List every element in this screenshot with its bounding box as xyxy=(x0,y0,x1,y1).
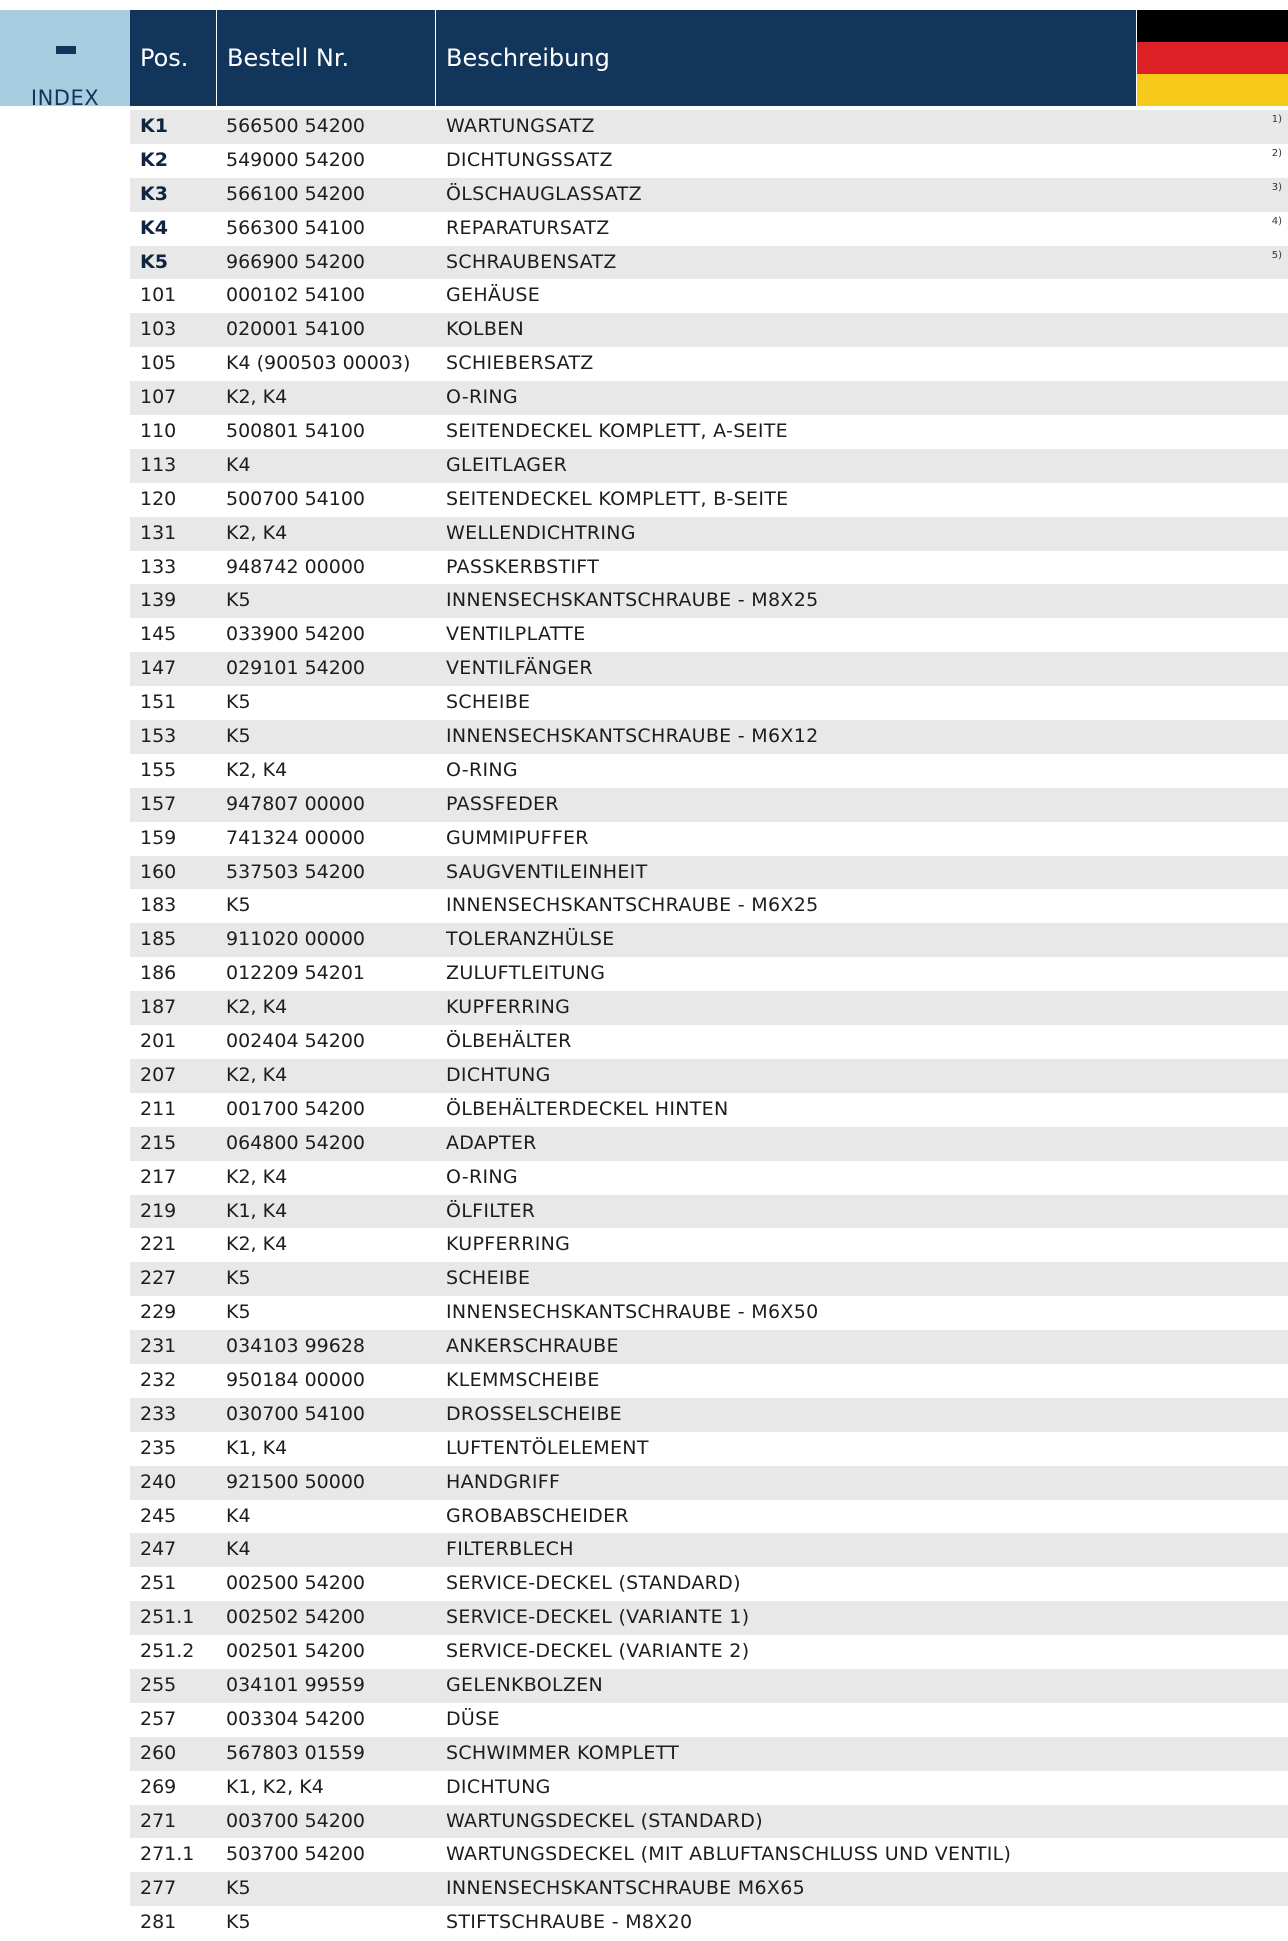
cell-pos: K1 xyxy=(140,115,168,137)
cell-beschreibung: GELENKBOLZEN xyxy=(446,1673,604,1696)
cell-pos: 151 xyxy=(140,691,177,714)
table-row xyxy=(130,1533,1288,1567)
cell-pos: 183 xyxy=(140,894,177,917)
table-row xyxy=(130,822,1288,856)
cell-bestell-nr: K1, K2, K4 xyxy=(226,1775,324,1798)
cell-bestell-nr: K2, K4 xyxy=(226,996,288,1019)
index-label: INDEX xyxy=(30,86,100,110)
cell-pos: 110 xyxy=(140,420,177,443)
header-pos: Pos. xyxy=(140,44,189,72)
cell-bestell-nr: 948742 00000 xyxy=(226,555,366,578)
table-row xyxy=(130,1398,1288,1432)
table-row xyxy=(130,991,1288,1025)
cell-pos: 147 xyxy=(140,657,177,680)
cell-bestell-nr: K2, K4 xyxy=(226,386,288,409)
table-row xyxy=(130,415,1288,449)
table-row xyxy=(130,584,1288,618)
cell-pos: 155 xyxy=(140,758,177,781)
cell-beschreibung: SERVICE-DECKEL (STANDARD) xyxy=(446,1572,741,1595)
table-row xyxy=(130,144,1288,178)
table-row xyxy=(130,856,1288,890)
table-row xyxy=(130,1466,1288,1500)
cell-pos: 113 xyxy=(140,453,177,476)
cell-beschreibung: ÖLBEHÄLTERDECKEL HINTEN xyxy=(446,1097,729,1120)
table-row xyxy=(130,1127,1288,1161)
table-row xyxy=(130,110,1288,144)
table-row xyxy=(130,1025,1288,1059)
index-button[interactable] xyxy=(0,10,130,110)
cell-bestell-nr: K4 (900503 00003) xyxy=(226,352,411,375)
cell-pos: 251.1 xyxy=(140,1606,195,1629)
cell-beschreibung: REPARATURSATZ xyxy=(446,216,610,239)
cell-pos: 251 xyxy=(140,1572,177,1595)
cell-bestell-nr: K2, K4 xyxy=(226,1233,288,1256)
cell-beschreibung: O-RING xyxy=(446,1165,518,1188)
cell-bestell-nr: 012209 54201 xyxy=(226,962,366,985)
cell-beschreibung: DICHTUNG xyxy=(446,1775,551,1798)
cell-bestell-nr: 549000 54200 xyxy=(226,148,366,171)
cell-beschreibung: KLEMMSCHEIBE xyxy=(446,1368,600,1391)
table-row xyxy=(130,1601,1288,1635)
cell-bestell-nr: K2, K4 xyxy=(226,1165,288,1188)
cell-bestell-nr: K4 xyxy=(226,453,251,476)
cell-pos: 229 xyxy=(140,1301,177,1324)
cell-pos: 159 xyxy=(140,826,177,849)
cell-bestell-nr: 002502 54200 xyxy=(226,1606,366,1629)
table-row xyxy=(130,1330,1288,1364)
cell-bestell-nr: K2, K4 xyxy=(226,1063,288,1086)
cell-pos: 133 xyxy=(140,555,177,578)
parts-table xyxy=(130,110,1288,1940)
cell-beschreibung: INNENSECHSKANTSCHRAUBE - M8X25 xyxy=(446,589,819,612)
header-beschreibung: Beschreibung xyxy=(435,10,1136,106)
cell-bestell-nr: 029101 54200 xyxy=(226,657,366,680)
cell-bestell-nr: 002404 54200 xyxy=(226,1030,366,1053)
table-row xyxy=(130,686,1288,720)
cell-beschreibung: SCHIEBERSATZ xyxy=(446,352,594,375)
table-row xyxy=(130,1432,1288,1466)
cell-beschreibung: WELLENDICHTRING xyxy=(446,521,636,544)
cell-beschreibung: VENTILFÄNGER xyxy=(446,657,593,680)
table-row xyxy=(130,1737,1288,1771)
cell-pos: 257 xyxy=(140,1707,177,1730)
cell-pos: 101 xyxy=(140,284,177,307)
cell-bestell-nr: K2, K4 xyxy=(226,758,288,781)
table-row xyxy=(130,246,1288,280)
cell-bestell-nr: 033900 54200 xyxy=(226,623,366,646)
footnote-marker: 1) xyxy=(1271,114,1282,125)
cell-pos: 131 xyxy=(140,521,177,544)
footnote-marker: 4) xyxy=(1271,215,1282,227)
cell-pos: 251.2 xyxy=(140,1640,195,1663)
cell-bestell-nr: 034103 99628 xyxy=(226,1335,366,1358)
cell-pos: 139 xyxy=(140,589,177,612)
cell-bestell-nr: 566300 54100 xyxy=(226,216,366,239)
cell-pos: 219 xyxy=(140,1199,177,1222)
cell-bestell-nr: K5 xyxy=(226,589,251,612)
table-row xyxy=(130,1567,1288,1601)
cell-beschreibung: ADAPTER xyxy=(446,1131,537,1154)
cell-pos: 247 xyxy=(140,1538,177,1561)
footnote-marker: 5) xyxy=(1271,249,1282,261)
cell-beschreibung: SERVICE-DECKEL (VARIANTE 1) xyxy=(446,1606,750,1629)
cell-beschreibung: ÖLFILTER xyxy=(446,1199,536,1222)
cell-beschreibung: WARTUNGSDECKEL (MIT ABLUFTANSCHLUSS UND VENTIL) xyxy=(446,1843,1012,1866)
cell-pos: 221 xyxy=(140,1233,177,1256)
cell-pos: 160 xyxy=(140,860,177,883)
cell-bestell-nr: 000102 54100 xyxy=(226,284,366,307)
cell-bestell-nr: K5 xyxy=(226,725,251,748)
cell-bestell-nr: 064800 54200 xyxy=(226,1131,366,1154)
cell-beschreibung: ZULUFTLEITUNG xyxy=(446,962,606,985)
header-bestell-nr: Bestell Nr. xyxy=(216,10,435,106)
table-row xyxy=(130,483,1288,517)
cell-pos: 211 xyxy=(140,1097,177,1120)
table-row xyxy=(130,1500,1288,1534)
table-row xyxy=(130,1296,1288,1330)
table-row xyxy=(130,279,1288,313)
table-row xyxy=(130,347,1288,381)
cell-pos: 235 xyxy=(140,1436,177,1459)
cell-bestell-nr: 003304 54200 xyxy=(226,1707,366,1730)
cell-bestell-nr: K5 xyxy=(226,1877,251,1900)
cell-beschreibung: INNENSECHSKANTSCHRAUBE - M6X12 xyxy=(446,725,819,748)
cell-beschreibung: FILTERBLECH xyxy=(446,1538,574,1561)
cell-beschreibung: SEITENDECKEL KOMPLETT, B-SEITE xyxy=(446,487,789,510)
cell-pos: 120 xyxy=(140,487,177,510)
flag-stripe-gold xyxy=(1137,74,1288,106)
table-row xyxy=(130,1703,1288,1737)
cell-beschreibung: WARTUNGSDECKEL (STANDARD) xyxy=(446,1809,763,1832)
cell-beschreibung: GROBABSCHEIDER xyxy=(446,1504,629,1527)
cell-beschreibung: INNENSECHSKANTSCHRAUBE - M6X25 xyxy=(446,894,819,917)
cell-beschreibung: SAUGVENTILEINHEIT xyxy=(446,860,648,883)
cell-pos: 281 xyxy=(140,1911,177,1934)
cell-beschreibung: WARTUNGSATZ xyxy=(446,115,595,137)
cell-beschreibung: INNENSECHSKANTSCHRAUBE - M6X50 xyxy=(446,1301,819,1324)
cell-pos: 232 xyxy=(140,1368,177,1391)
cell-beschreibung: STIFTSCHRAUBE - M8X20 xyxy=(446,1911,693,1934)
cell-pos: 269 xyxy=(140,1775,177,1798)
table-row xyxy=(130,923,1288,957)
cell-bestell-nr: 002500 54200 xyxy=(226,1572,366,1595)
cell-bestell-nr: K5 xyxy=(226,1301,251,1324)
table-row xyxy=(130,178,1288,212)
cell-pos: 215 xyxy=(140,1131,177,1154)
table-row xyxy=(130,212,1288,246)
table-row xyxy=(130,1805,1288,1839)
table-row xyxy=(130,1838,1288,1872)
cell-bestell-nr: K4 xyxy=(226,1504,251,1527)
cell-bestell-nr: 030700 54100 xyxy=(226,1402,366,1425)
footnote-marker: 3) xyxy=(1271,181,1282,193)
table-row xyxy=(130,618,1288,652)
cell-pos: 245 xyxy=(140,1504,177,1527)
cell-bestell-nr: 500801 54100 xyxy=(226,420,366,443)
cell-bestell-nr: 741324 00000 xyxy=(226,826,366,849)
cell-beschreibung: KUPFERRING xyxy=(446,996,571,1019)
cell-beschreibung: O-RING xyxy=(446,386,518,409)
cell-bestell-nr: 001700 54200 xyxy=(226,1097,366,1120)
cell-bestell-nr: 966900 54200 xyxy=(226,250,366,273)
table-row xyxy=(130,754,1288,788)
cell-bestell-nr: 003700 54200 xyxy=(226,1809,366,1832)
cell-bestell-nr: K1, K4 xyxy=(226,1436,288,1459)
german-flag-icon[interactable] xyxy=(1136,10,1288,106)
cell-bestell-nr: K1, K4 xyxy=(226,1199,288,1222)
cell-pos: K4 xyxy=(140,216,168,239)
cell-beschreibung: SCHRAUBENSATZ xyxy=(446,250,617,273)
cell-pos: 240 xyxy=(140,1470,177,1493)
cell-beschreibung: KOLBEN xyxy=(446,318,525,341)
cell-pos: 185 xyxy=(140,928,177,951)
table-row xyxy=(130,1669,1288,1703)
cell-pos: 271.1 xyxy=(140,1843,195,1866)
table-row xyxy=(130,1771,1288,1805)
table-row xyxy=(130,1872,1288,1906)
cell-pos: 107 xyxy=(140,386,177,409)
cell-pos: 227 xyxy=(140,1267,177,1290)
table-row xyxy=(130,313,1288,347)
cell-beschreibung: SEITENDECKEL KOMPLETT, A-SEITE xyxy=(446,420,788,443)
cell-pos: K2 xyxy=(140,148,168,171)
cell-pos: 201 xyxy=(140,1030,177,1053)
cell-beschreibung: GEHÄUSE xyxy=(446,284,541,307)
cell-beschreibung: SCHWIMMER KOMPLETT xyxy=(446,1741,680,1764)
cell-beschreibung: SCHEIBE xyxy=(446,691,531,714)
cell-beschreibung: SERVICE-DECKEL (VARIANTE 2) xyxy=(446,1640,750,1663)
cell-pos: 260 xyxy=(140,1741,177,1764)
cell-beschreibung: PASSKERBSTIFT xyxy=(446,555,600,578)
table-row xyxy=(130,1161,1288,1195)
cell-beschreibung: GLEITLAGER xyxy=(446,453,568,476)
table-row xyxy=(130,1195,1288,1229)
cell-pos: 105 xyxy=(140,352,177,375)
cell-beschreibung: INNENSECHSKANTSCHRAUBE M6X65 xyxy=(446,1877,805,1900)
table-header xyxy=(130,10,1136,106)
cell-bestell-nr: K5 xyxy=(226,1267,251,1290)
cell-pos: 207 xyxy=(140,1063,177,1086)
cell-pos: 233 xyxy=(140,1402,177,1425)
cell-pos: 157 xyxy=(140,792,177,815)
cell-bestell-nr: 034101 99559 xyxy=(226,1673,366,1696)
cell-beschreibung: DÜSE xyxy=(446,1707,500,1730)
cell-bestell-nr: 947807 00000 xyxy=(226,792,366,815)
cell-bestell-nr: 911020 00000 xyxy=(226,928,366,951)
table-row xyxy=(130,957,1288,991)
table-row xyxy=(130,1093,1288,1127)
cell-bestell-nr: 002501 54200 xyxy=(226,1640,366,1663)
cell-pos: 255 xyxy=(140,1673,177,1696)
cell-beschreibung: VENTILPLATTE xyxy=(446,623,586,646)
cell-beschreibung: LUFTENTÖLELEMENT xyxy=(446,1436,649,1459)
cell-bestell-nr: 503700 54200 xyxy=(226,1843,366,1866)
collapse-icon xyxy=(56,46,76,54)
cell-beschreibung: DICHTUNGSSATZ xyxy=(446,148,613,171)
cell-bestell-nr: 500700 54100 xyxy=(226,487,366,510)
cell-pos: 231 xyxy=(140,1335,177,1358)
cell-beschreibung: GUMMIPUFFER xyxy=(446,826,589,849)
cell-bestell-nr: 537503 54200 xyxy=(226,860,366,883)
table-row xyxy=(130,889,1288,923)
footnote-marker: 2) xyxy=(1271,147,1282,159)
cell-pos: 145 xyxy=(140,623,177,646)
cell-pos: 277 xyxy=(140,1877,177,1900)
flag-stripe-black xyxy=(1137,10,1288,42)
table-row xyxy=(130,551,1288,585)
cell-bestell-nr: 020001 54100 xyxy=(226,318,366,341)
cell-pos: 187 xyxy=(140,996,177,1019)
flag-stripe-red xyxy=(1137,42,1288,74)
table-row xyxy=(130,1906,1288,1940)
table-row xyxy=(130,788,1288,822)
cell-beschreibung: DICHTUNG xyxy=(446,1063,551,1086)
cell-bestell-nr: 566500 54200 xyxy=(226,115,366,137)
cell-pos: 186 xyxy=(140,962,177,985)
cell-beschreibung: ÖLBEHÄLTER xyxy=(446,1030,572,1053)
cell-pos: 153 xyxy=(140,725,177,748)
cell-bestell-nr: 566100 54200 xyxy=(226,182,366,205)
cell-beschreibung: DROSSELSCHEIBE xyxy=(446,1402,622,1425)
table-row xyxy=(130,1364,1288,1398)
cell-bestell-nr: K5 xyxy=(226,894,251,917)
table-row xyxy=(130,1635,1288,1669)
cell-pos: 217 xyxy=(140,1165,177,1188)
table-row xyxy=(130,1228,1288,1262)
cell-bestell-nr: 950184 00000 xyxy=(226,1368,366,1391)
cell-pos: 103 xyxy=(140,318,177,341)
table-row xyxy=(130,1262,1288,1296)
cell-beschreibung: SCHEIBE xyxy=(446,1267,531,1290)
cell-bestell-nr: 567803 01559 xyxy=(226,1741,366,1764)
cell-pos: K5 xyxy=(140,250,168,273)
cell-beschreibung: TOLERANZHÜLSE xyxy=(446,928,615,951)
table-row xyxy=(130,449,1288,483)
cell-beschreibung: HANDGRIFF xyxy=(446,1470,561,1493)
cell-beschreibung: ÖLSCHAUGLASSATZ xyxy=(446,182,642,205)
table-row xyxy=(130,652,1288,686)
cell-beschreibung: ANKERSCHRAUBE xyxy=(446,1335,619,1358)
cell-beschreibung: KUPFERRING xyxy=(446,1233,571,1256)
cell-bestell-nr: K4 xyxy=(226,1538,251,1561)
cell-pos: K3 xyxy=(140,182,168,205)
cell-beschreibung: O-RING xyxy=(446,758,518,781)
cell-bestell-nr: K5 xyxy=(226,1911,251,1934)
cell-bestell-nr: 921500 50000 xyxy=(226,1470,366,1493)
cell-beschreibung: PASSFEDER xyxy=(446,792,559,815)
cell-pos: 271 xyxy=(140,1809,177,1832)
table-row xyxy=(130,517,1288,551)
table-row xyxy=(130,381,1288,415)
table-row xyxy=(130,1059,1288,1093)
table-row xyxy=(130,720,1288,754)
cell-bestell-nr: K5 xyxy=(226,691,251,714)
cell-bestell-nr: K2, K4 xyxy=(226,521,288,544)
